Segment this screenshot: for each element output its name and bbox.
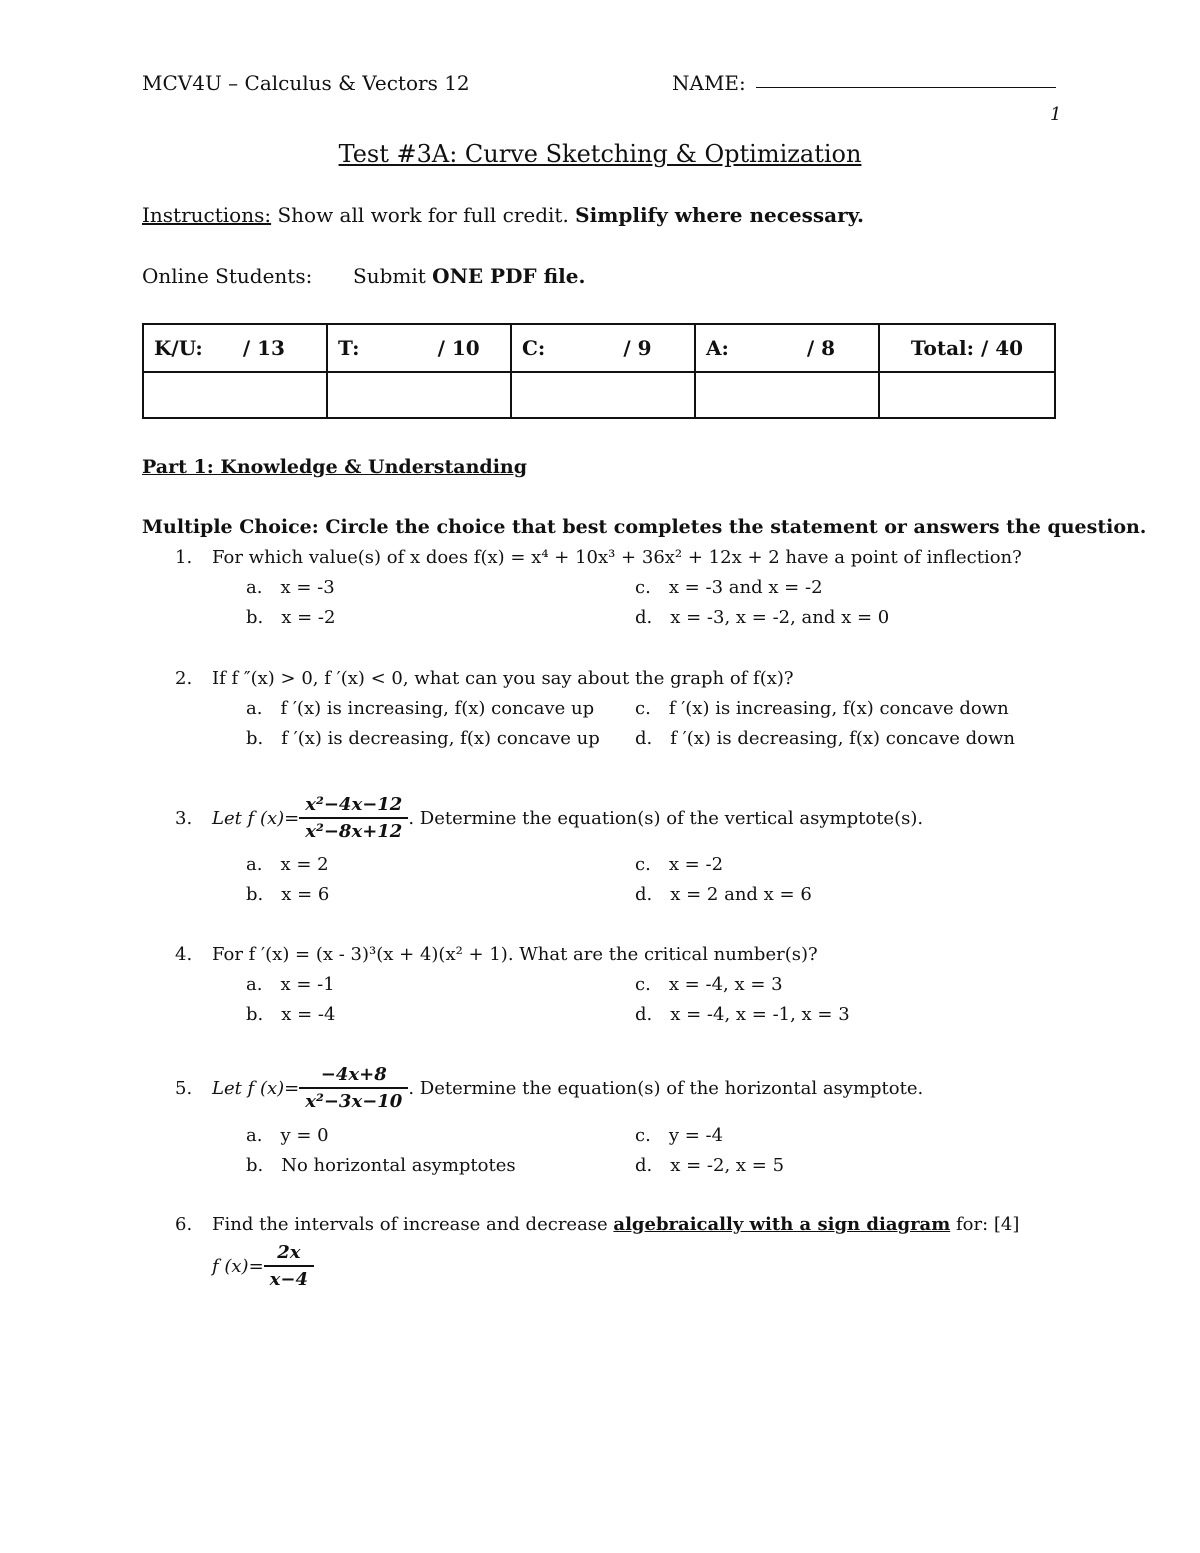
option-text: x = -4 bbox=[281, 1004, 336, 1025]
q4-option-b[interactable] bbox=[246, 1004, 335, 1025]
mc-heading: Multiple Choice: Circle the choice that best completes the statement or answers the question. bbox=[142, 516, 1147, 538]
option-text: y = -4 bbox=[668, 1125, 724, 1146]
option-label: b. bbox=[246, 1004, 264, 1025]
q3-function-lead: Let f (x)= bbox=[212, 807, 300, 829]
q3-denominator: x²−8x+12 bbox=[305, 821, 403, 842]
online-note-text: Submit bbox=[353, 264, 433, 288]
c-score-cell[interactable] bbox=[511, 372, 695, 418]
q5-option-d[interactable] bbox=[635, 1155, 784, 1176]
q4-number: 4. bbox=[175, 944, 193, 965]
option-text: x = 2 bbox=[280, 854, 329, 875]
part1-heading: Part 1: Knowledge & Understanding bbox=[142, 456, 528, 478]
option-label: b. bbox=[246, 607, 264, 628]
name-blank-line bbox=[756, 86, 1056, 88]
option-text: y = 0 bbox=[280, 1125, 329, 1146]
q2-stem: If f ″(x) > 0, f ′(x) < 0, what can you say about the graph of f(x)? bbox=[212, 668, 794, 689]
q3-option-d[interactable] bbox=[635, 884, 812, 905]
option-label: d. bbox=[635, 1155, 653, 1176]
option-text: x = -1 bbox=[280, 974, 335, 995]
option-label: a. bbox=[246, 577, 263, 598]
t-score-cell[interactable] bbox=[327, 372, 511, 418]
q6-text-post: for: [4] bbox=[950, 1214, 1020, 1235]
online-students-label: Online Students: bbox=[142, 264, 313, 288]
name-label: NAME: bbox=[672, 71, 746, 95]
q3-stem bbox=[212, 786, 923, 850]
q5-numerator: −4x+8 bbox=[299, 1064, 408, 1089]
q2-option-d[interactable] bbox=[635, 728, 1015, 749]
q1-option-d[interactable] bbox=[635, 607, 889, 628]
ku-header-cell bbox=[143, 324, 327, 372]
q3-option-b[interactable] bbox=[246, 884, 329, 905]
q5-option-b[interactable] bbox=[246, 1155, 516, 1176]
q4-option-a[interactable] bbox=[246, 974, 335, 995]
c-label: C: bbox=[522, 336, 546, 360]
instructions-label: Instructions: bbox=[142, 203, 272, 227]
option-text: f ′(x) is decreasing, f(x) concave down bbox=[670, 728, 1015, 749]
option-text: x = -4, x = -1, x = 3 bbox=[670, 1004, 850, 1025]
option-text: x = -3 bbox=[280, 577, 335, 598]
c-out-of: / 9 bbox=[623, 336, 652, 360]
option-text: x = 2 and x = 6 bbox=[670, 884, 812, 905]
option-text: x = -3, x = -2, and x = 0 bbox=[670, 607, 890, 628]
c-header-cell bbox=[511, 324, 695, 372]
option-text: x = -3 and x = -2 bbox=[668, 577, 823, 598]
option-label: d. bbox=[635, 884, 653, 905]
option-text: x = -4, x = 3 bbox=[668, 974, 783, 995]
q2-number: 2. bbox=[175, 668, 193, 689]
q6-number: 6. bbox=[175, 1214, 193, 1235]
q1-option-b[interactable] bbox=[246, 607, 335, 628]
q2-option-a[interactable] bbox=[246, 698, 594, 719]
option-text: x = -2 bbox=[668, 854, 724, 875]
q4-option-d[interactable] bbox=[635, 1004, 850, 1025]
total-score-cell[interactable] bbox=[879, 372, 1055, 418]
option-label: b. bbox=[246, 728, 264, 749]
q3-question-text: . Determine the equation(s) of the vertical asymptote(s). bbox=[408, 807, 924, 829]
t-label: T: bbox=[338, 336, 360, 360]
option-text: f ′(x) is increasing, f(x) concave up bbox=[280, 698, 595, 719]
q1-option-a[interactable] bbox=[246, 577, 335, 598]
option-label: c. bbox=[635, 1125, 651, 1146]
option-text: No horizontal asymptotes bbox=[281, 1155, 516, 1176]
online-students-note bbox=[353, 264, 585, 288]
option-text: x = -2, x = 5 bbox=[670, 1155, 785, 1176]
option-label: d. bbox=[635, 1004, 653, 1025]
q3-option-a[interactable] bbox=[246, 854, 329, 875]
instructions-text: Show all work for full credit. bbox=[271, 203, 576, 227]
option-label: a. bbox=[246, 1125, 263, 1146]
q5-question-text: . Determine the equation(s) of the horizontal asymptote. bbox=[408, 1077, 924, 1099]
ku-out-of: / 13 bbox=[242, 336, 285, 360]
a-label: A: bbox=[706, 336, 729, 360]
q5-number: 5. bbox=[175, 1078, 193, 1099]
q6-text-pre: Find the intervals of increase and decrease bbox=[212, 1214, 614, 1235]
q5-function-lead: Let f (x)= bbox=[212, 1077, 300, 1099]
q5-denominator: x²−3x−10 bbox=[305, 1091, 403, 1112]
name-field[interactable] bbox=[672, 71, 1056, 95]
option-label: c. bbox=[635, 577, 651, 598]
option-label: c. bbox=[635, 854, 651, 875]
total-header-cell bbox=[879, 324, 1055, 372]
instructions bbox=[142, 203, 864, 227]
course-title: MCV4U – Calculus & Vectors 12 bbox=[142, 71, 470, 95]
a-header-cell bbox=[695, 324, 879, 372]
option-label: b. bbox=[246, 884, 264, 905]
option-text: f ′(x) is decreasing, f(x) concave up bbox=[281, 728, 600, 749]
q5-option-a[interactable] bbox=[246, 1125, 329, 1146]
q6-function-lead: f (x)= bbox=[212, 1255, 264, 1277]
q6-denominator: x−4 bbox=[269, 1269, 309, 1290]
q1-option-c[interactable] bbox=[635, 577, 823, 598]
q4-option-c[interactable] bbox=[635, 974, 783, 995]
q6-emphasis: algebraically with a sign diagram bbox=[613, 1214, 951, 1235]
q5-stem bbox=[212, 1056, 923, 1120]
q4-stem: For f ′(x) = (x - 3)³(x + 4)(x² + 1). What are the critical number(s)? bbox=[212, 944, 818, 965]
option-label: a. bbox=[246, 854, 263, 875]
marks-table bbox=[142, 323, 1056, 419]
q3-number: 3. bbox=[175, 808, 193, 829]
total-label: Total: / 40 bbox=[910, 336, 1024, 360]
option-label: a. bbox=[246, 974, 263, 995]
page-title: Test #3A: Curve Sketching & Optimization bbox=[338, 140, 862, 168]
a-out-of: / 8 bbox=[806, 336, 836, 360]
q1-number: 1. bbox=[175, 547, 193, 568]
online-note-bold: ONE PDF file. bbox=[432, 264, 586, 288]
q6-function bbox=[212, 1238, 314, 1294]
q6-fraction bbox=[264, 1242, 314, 1290]
q3-option-c[interactable] bbox=[635, 854, 723, 875]
q2-option-b[interactable] bbox=[246, 728, 600, 749]
q3-numerator: x²−4x−12 bbox=[299, 794, 408, 819]
q1-stem: For which value(s) of x does f(x) = x⁴ + 10x³ + 36x² + 12x + 2 have a point of inflection? bbox=[212, 547, 1022, 568]
q3-fraction bbox=[299, 794, 408, 842]
option-label: d. bbox=[635, 607, 653, 628]
option-text: x = 6 bbox=[281, 884, 330, 905]
q5-option-c[interactable] bbox=[635, 1125, 723, 1146]
ku-label: K/U: bbox=[154, 336, 203, 360]
page-number: 1 bbox=[1050, 104, 1062, 125]
option-label: b. bbox=[246, 1155, 264, 1176]
option-text: x = -2 bbox=[281, 607, 336, 628]
option-label: c. bbox=[635, 698, 651, 719]
q6-numerator: 2x bbox=[264, 1242, 314, 1267]
q6-stem bbox=[212, 1214, 1019, 1235]
option-text: f ′(x) is increasing, f(x) concave down bbox=[668, 698, 1009, 719]
option-label: c. bbox=[635, 974, 651, 995]
instructions-emphasis: Simplify where necessary. bbox=[575, 203, 864, 227]
option-label: d. bbox=[635, 728, 653, 749]
t-header-cell bbox=[327, 324, 511, 372]
option-label: a. bbox=[246, 698, 263, 719]
ku-score-cell[interactable] bbox=[143, 372, 327, 418]
q2-option-c[interactable] bbox=[635, 698, 1009, 719]
t-out-of: / 10 bbox=[437, 336, 480, 360]
q5-fraction bbox=[299, 1064, 408, 1112]
a-score-cell[interactable] bbox=[695, 372, 879, 418]
